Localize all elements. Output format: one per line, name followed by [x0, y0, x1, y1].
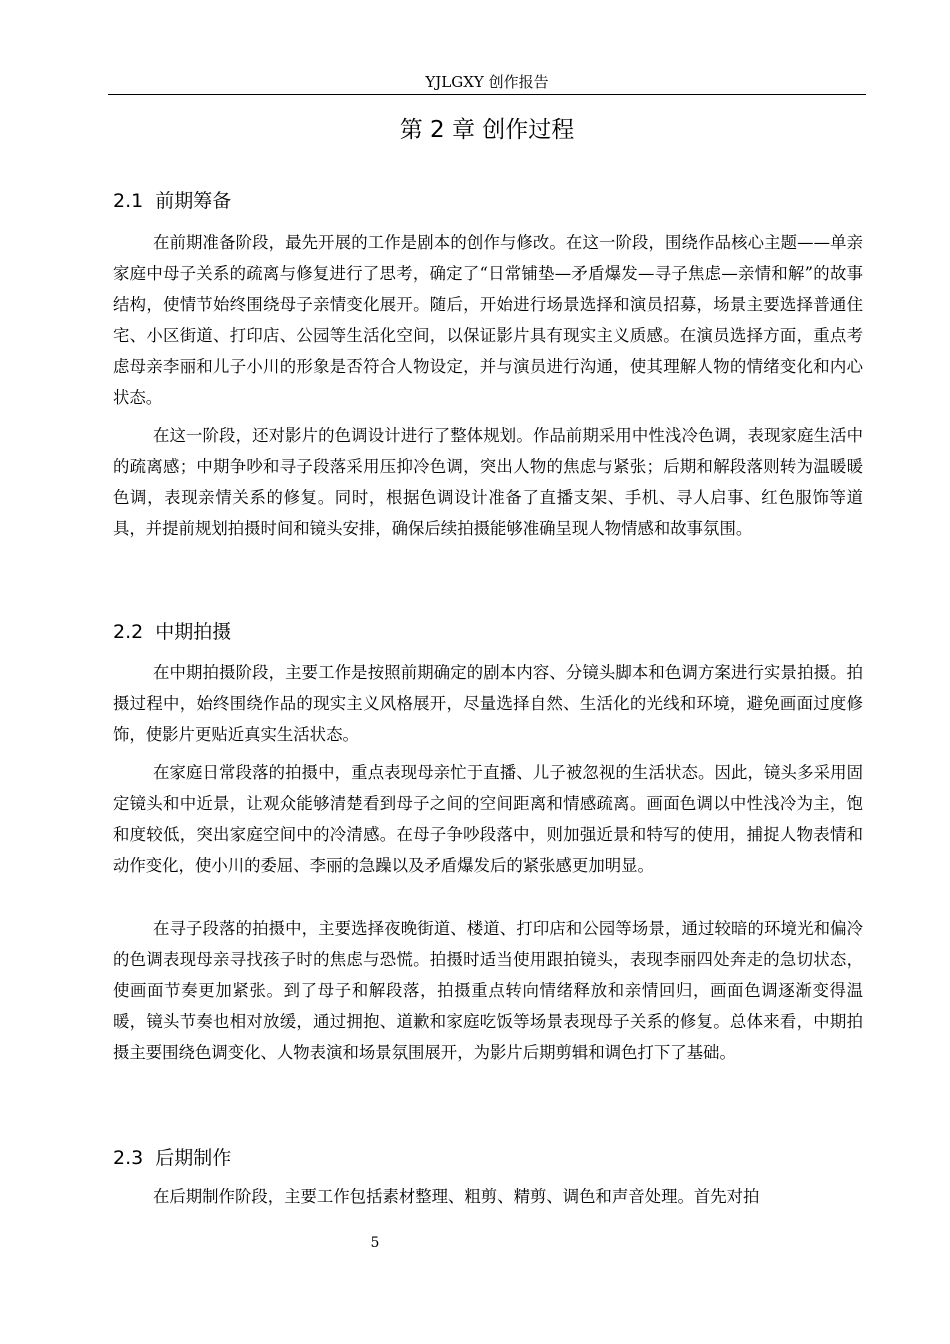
paragraph: 在家庭日常段落的拍摄中，重点表现母亲忙于直播、儿子被忽视的生活状态。因此，镜头多采用固定镜头和中近景，让观众能够清楚看到母子之间的空间距离和情感疏离。画面色调以中性浅冷为主，饱和度较低，突出家庭空间中的冷清感。在母子争吵段落中，则加强近景和特写的使用，捕捉人物表情和动作变化，使小川的委屈、李丽的急躁以及矛盾爆发后的紧张感更加明显。 — [113, 763, 863, 875]
paragraph: 在寻子段落的拍摄中，主要选择夜晚街道、楼道、打印店和公园等场景，通过较暗的环境光和偏冷的色调表现母亲寻找孩子时的焦虑与恐慌。拍摄时适当使用跟拍镜头，表现李丽四处奔走的急切状态，使画面节奏更加紧张。到了母子和解段落，拍摄重点转向情绪释放和亲情回归，画面色调逐渐变得温暖，镜头节奏也相对放缓，通过拥抱、道歉和家庭吃饭等场景表现母子关系的修复。总体来看，中期拍摄主要围绕色调变化、人物表演和场景氛围展开，为影片后期剪辑和调色打下了基础。 — [113, 919, 863, 1062]
chapter-title: 第 2 章 创作过程 — [399, 117, 575, 143]
paragraph: 在后期制作阶段，主要工作包括素材整理、粗剪、精剪、调色和声音处理。首先对拍 — [153, 1187, 760, 1206]
section-title: 前期筹备 — [155, 190, 232, 212]
section-number: 2.1 — [113, 190, 144, 212]
section-number: 2.2 — [113, 621, 144, 643]
paragraph: 在中期拍摄阶段，主要工作是按照前期确定的剧本内容、分镜头脚本和色调方案进行实景拍摄。拍摄过程中，始终围绕作品的现实主义风格展开，尽量选择自然、生活化的光线和环境，避免画面过度修饰，使影片更贴近真实生活状态。 — [113, 663, 863, 744]
section-title: 后期制作 — [155, 1147, 232, 1169]
section-number: 2.3 — [113, 1147, 144, 1169]
section-heading-2-1 — [113, 188, 231, 214]
header-rule — [108, 94, 866, 95]
running-header: YJLGXY 创作报告 — [425, 73, 549, 91]
page-number: 5 — [370, 1235, 380, 1251]
paragraph: 在这一阶段，还对影片的色调设计进行了整体规划。作品前期采用中性浅冷色调，表现家庭生活中的疏离感；中期争吵和寻子段落采用压抑冷色调，突出人物的焦虑与紧张；后期和解段落则转为温暖暖色调，表现亲情关系的修复。同时，根据色调设计准备了直播支架、手机、寻人启事、红色服饰等道具，并提前规划拍摄时间和镜头安排，确保后续拍摄能够准确呈现人物情感和故事氛围。 — [113, 426, 863, 538]
section-heading-2-3 — [113, 1145, 231, 1171]
section-title: 中期拍摄 — [155, 621, 232, 643]
paragraph: 在前期准备阶段，最先开展的工作是剧本的创作与修改。在这一阶段，围绕作品核心主题——单亲家庭中母子关系的疏离与修复进行了思考，确定了“日常铺垫—矛盾爆发—寻子焦虑—亲情和解”的故事结构，使情节始终围绕母子亲情变化展开。随后，开始进行场景选择和演员招募，场景主要选择普通住宅、小区街道、打印店、公园等生活化空间，以保证影片具有现实主义质感。在演员选择方面，重点考虑母亲李丽和儿子小川的形象是否符合人物设定，并与演员进行沟通，使其理解人物的情绪变化和内心状态。 — [113, 233, 863, 407]
section-heading-2-2 — [113, 619, 231, 645]
